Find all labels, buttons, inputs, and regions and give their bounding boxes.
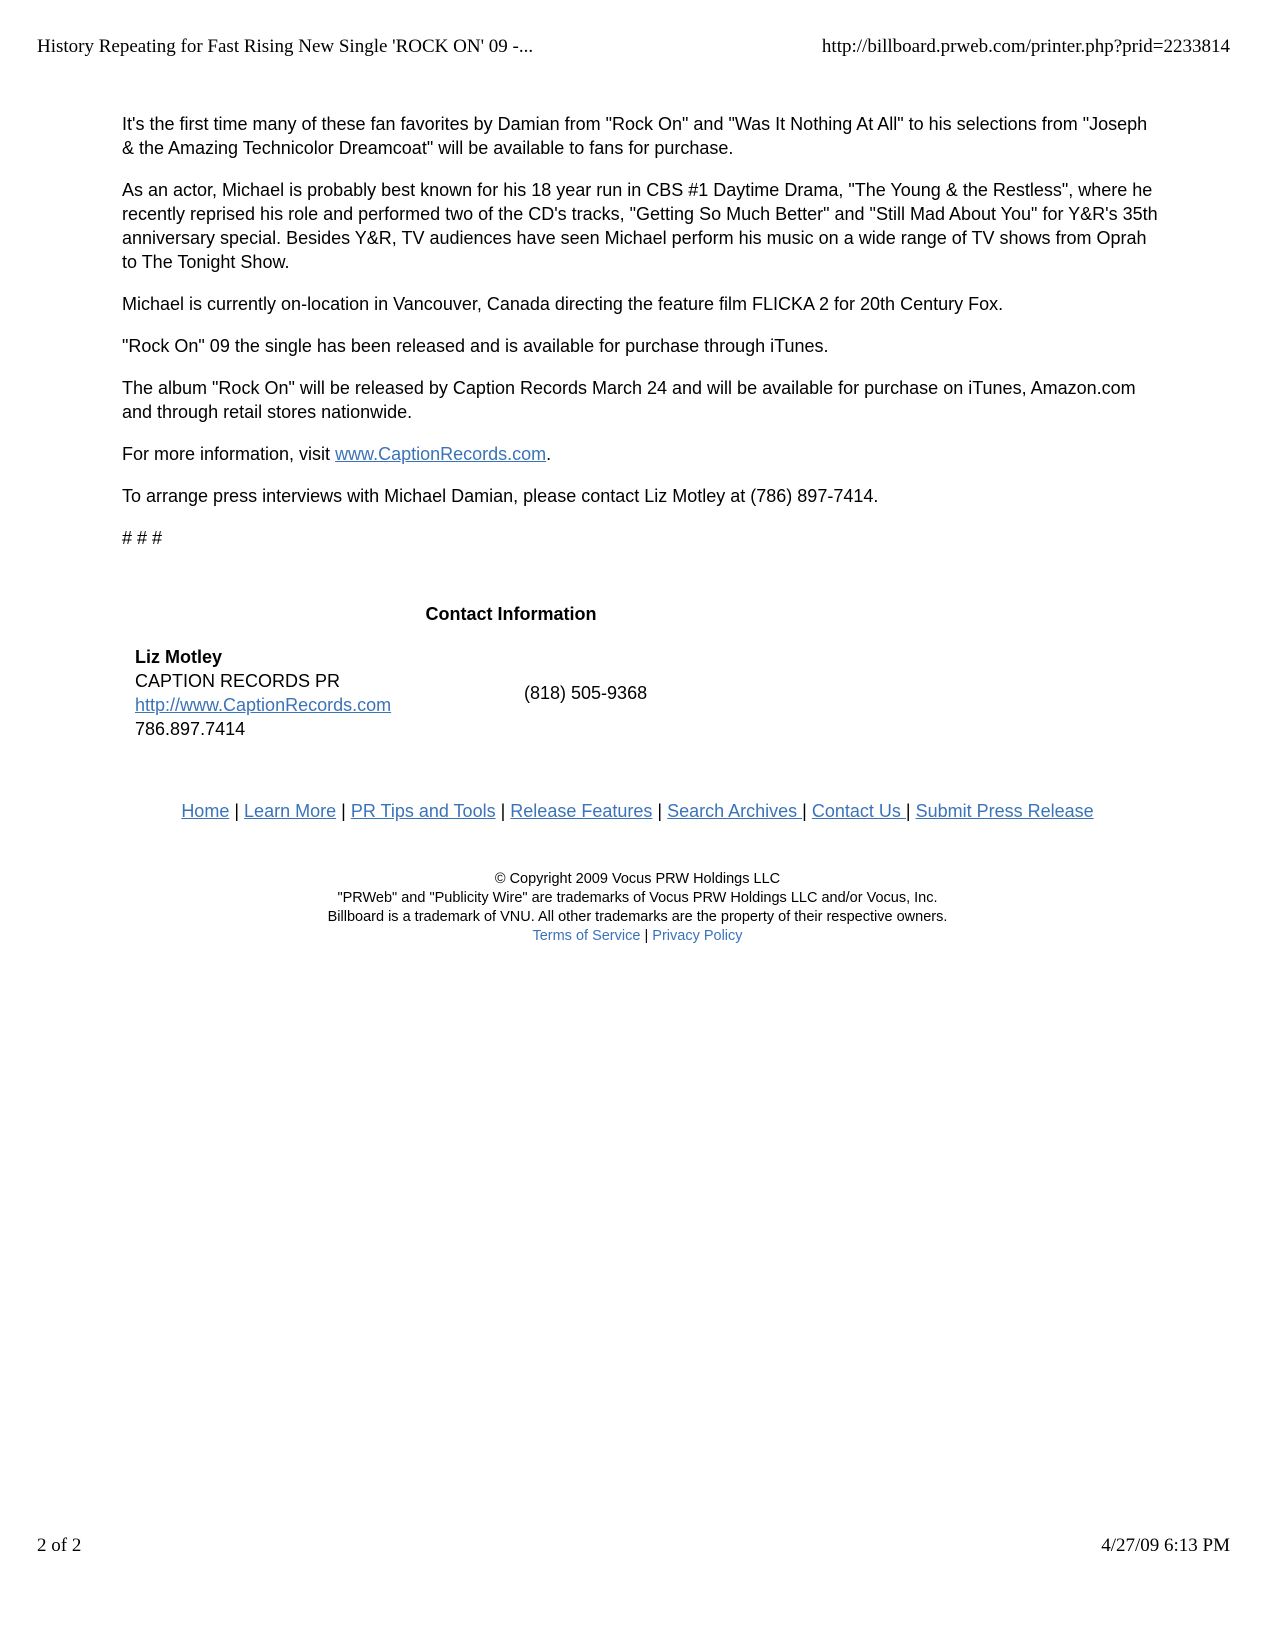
privacy-policy-link[interactable]: Privacy Policy xyxy=(652,928,743,944)
nav-contact-us-link[interactable]: Contact Us xyxy=(811,801,906,821)
caption-records-link[interactable]: www.CaptionRecords.com xyxy=(335,444,547,464)
nav-learn-more-link[interactable]: Learn More xyxy=(244,801,337,821)
paragraph-more-info xyxy=(122,442,1162,466)
legal-separator: | xyxy=(644,928,649,944)
billboard-line: Billboard is a trademark of VNU. All other trademarks are the property of their respective owners. xyxy=(327,909,948,925)
nav-separator: | xyxy=(905,801,911,821)
trademark-line: "PRWeb" and "Publicity Wire" are trademarks of Vocus PRW Holdings LLC and/or Vocus, Inc. xyxy=(337,890,938,906)
nav-separator: | xyxy=(802,801,807,821)
nav-separator: | xyxy=(657,801,663,821)
nav-home-link[interactable]: Home xyxy=(181,801,230,821)
nav-search-archives-link[interactable]: Search Archives xyxy=(667,801,803,821)
nav-separator: | xyxy=(500,801,506,821)
paragraph-actor-career: As an actor, Michael is probably best known for his 18 year run in CBS #1 Daytime Drama, "The Young & the Restless", where he recently reprised his role and performed two of the CD's tracks, "Getting So Much Better" and "Still Mad About You" for Y&R's 35th anniversary special. Besides Y&R, TV audiences have seen Michael perform his music on a wide range of TV shows from Oprah to The Tonight Show. xyxy=(122,180,1158,272)
print-datetime: 4/27/09 6:13 PM xyxy=(1101,1535,1230,1556)
contact-website-link[interactable]: http://www.CaptionRecords.com xyxy=(135,695,392,715)
nav-release-features-link[interactable]: Release Features xyxy=(510,801,653,821)
paragraph-single-release: "Rock On" 09 the single has been released and is available for purchase through iTunes. xyxy=(122,336,829,356)
more-info-prefix: For more information, visit xyxy=(122,444,336,464)
print-header xyxy=(37,36,1230,58)
more-info-suffix: . xyxy=(546,444,552,464)
footer-nav xyxy=(0,799,1275,823)
contact-name: Liz Motley xyxy=(135,647,223,667)
terms-of-service-link[interactable]: Terms of Service xyxy=(532,928,641,944)
contact-phone: 786.897.7414 xyxy=(135,719,246,739)
nav-submit-press-release-link[interactable]: Submit Press Release xyxy=(915,801,1094,821)
paragraph-fan-favorites: It's the first time many of these fan favorites by Damian from "Rock On" and "Was It Nothing At All" to his selections from "Joseph & the Amazing Technicolor Dreamcoat" will be available to fans for purchase. xyxy=(122,114,1148,158)
end-mark: # # # xyxy=(122,528,163,548)
contact-heading: Contact Information xyxy=(425,604,597,624)
paragraph-album-release: The album "Rock On" will be released by Caption Records March 24 and will be available for purchase on iTunes, Amazon.com and through retail stores nationwide. xyxy=(122,378,1136,422)
paragraph-press-contact: To arrange press interviews with Michael Damian, please contact Liz Motley at (786) 897-7414. xyxy=(122,486,879,506)
contact-details xyxy=(135,645,391,741)
print-footer xyxy=(37,1535,1230,1557)
nav-separator: | xyxy=(341,801,346,821)
nav-separator: | xyxy=(234,801,240,821)
legal-notice xyxy=(0,870,1275,946)
legal-links xyxy=(0,927,1275,946)
article-body xyxy=(122,112,1162,568)
page-title: History Repeating for Fast Rising New Single 'ROCK ON' 09 -... xyxy=(37,36,534,57)
page-number: 2 of 2 xyxy=(37,1535,82,1556)
contact-phone-secondary: (818) 505-9368 xyxy=(524,683,648,703)
page-url: http://billboard.prweb.com/printer.php?prid=2233814 xyxy=(821,36,1230,57)
nav-pr-tips-link[interactable]: PR Tips and Tools xyxy=(350,801,496,821)
copyright-line: © Copyright 2009 Vocus PRW Holdings LLC xyxy=(494,871,781,887)
contact-company: CAPTION RECORDS PR xyxy=(135,671,341,691)
paragraph-current-project: Michael is currently on-location in Vancouver, Canada directing the feature film FLICKA 2 for 20th Century Fox. xyxy=(122,294,1004,314)
